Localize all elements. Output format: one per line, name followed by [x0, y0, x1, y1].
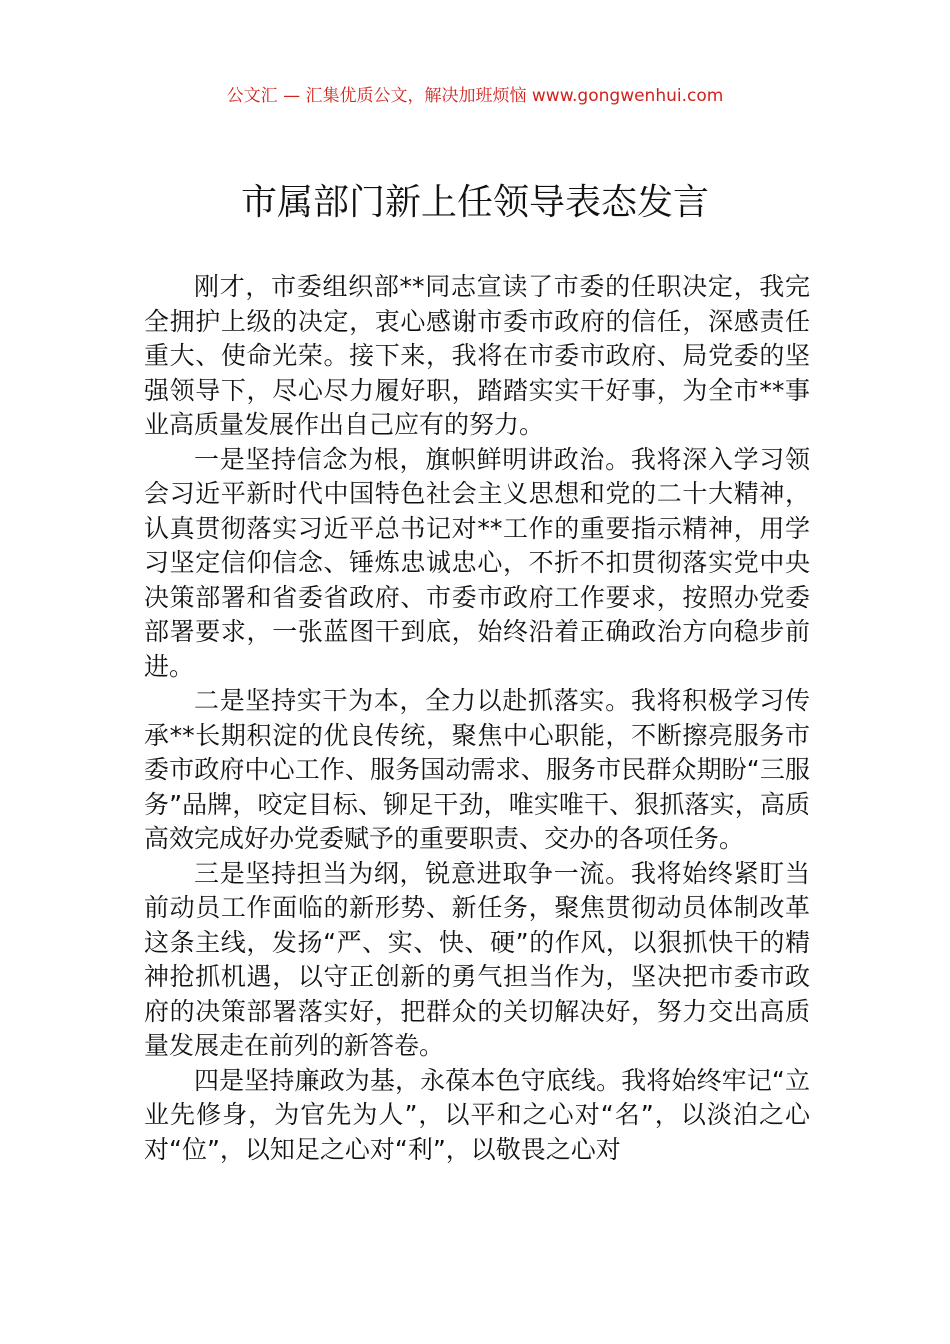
paragraph-intro: 刚才，市委组织部**同志宣读了市委的任职决定，我完全拥护上级的决定，衷心感谢市委市政府的信任，深感责任重大、使命光荣。接下来，我将在市委市政府、局党委的坚强领导下，尽心尽力履好职，踏踏实实干好事，为全市**事业高质量发展作出自己应有的努力。	[144, 272, 810, 439]
header-banner[interactable]: 公文汇 — 汇集优质公文，解决加班烦恼 www.gongwenhui.com	[226, 86, 724, 106]
page-title: 市属部门新上任领导表态发言	[240, 182, 709, 223]
paragraph-point-4: 四是坚持廉政为基，永葆本色守底线。我将始终牢记“立业先修身，为官先为人”，以平和之心对“名”，以淡泊之心对“位”，以知足之心对“利”，以敬畏之心对	[144, 1065, 810, 1164]
paragraph-point-1: 一是坚持信念为根，旗帜鲜明讲政治。我将深入学习领会习近平新时代中国特色社会主义思想和党的二十大精神，认真贯彻落实习近平总书记对**工作的重要指示精神，用学习坚定信仰信念、锤炼忠诚忠心，不折不扣贯彻落实党中央决策部署和省委省政府、市委市政府工作要求，按照办党委部署要求，一张蓝图干到底，始终沿着正确政治方向稳步前进。	[144, 444, 810, 681]
paragraph-point-3: 三是坚持担当为纲，锐意进取争一流。我将始终紧盯当前动员工作面临的新形势、新任务，聚焦贯彻动员体制改革这条主线，发扬“严、实、快、硬”的作风，以狠抓快干的精神抢抓机遇，以守正创新的勇气担当作为，坚决把市委市政府的决策部署落实好，把群众的关切解决好，努力交出高质量发展走在前列的新答卷。	[144, 858, 810, 1060]
paragraph-point-2: 二是坚持实干为本，全力以赴抓落实。我将积极学习传承**长期积淀的优良传统，聚焦中心职能，不断擦亮服务市委市政府中心工作、服务国动需求、服务市民群众期盼“三服务”品牌，咬定目标、铆足干劲，唯实唯干、狠抓落实，高质高效完成好办党委赋予的重要职责、交办的各项任务。	[144, 686, 810, 853]
document-body	[144, 270, 810, 1167]
